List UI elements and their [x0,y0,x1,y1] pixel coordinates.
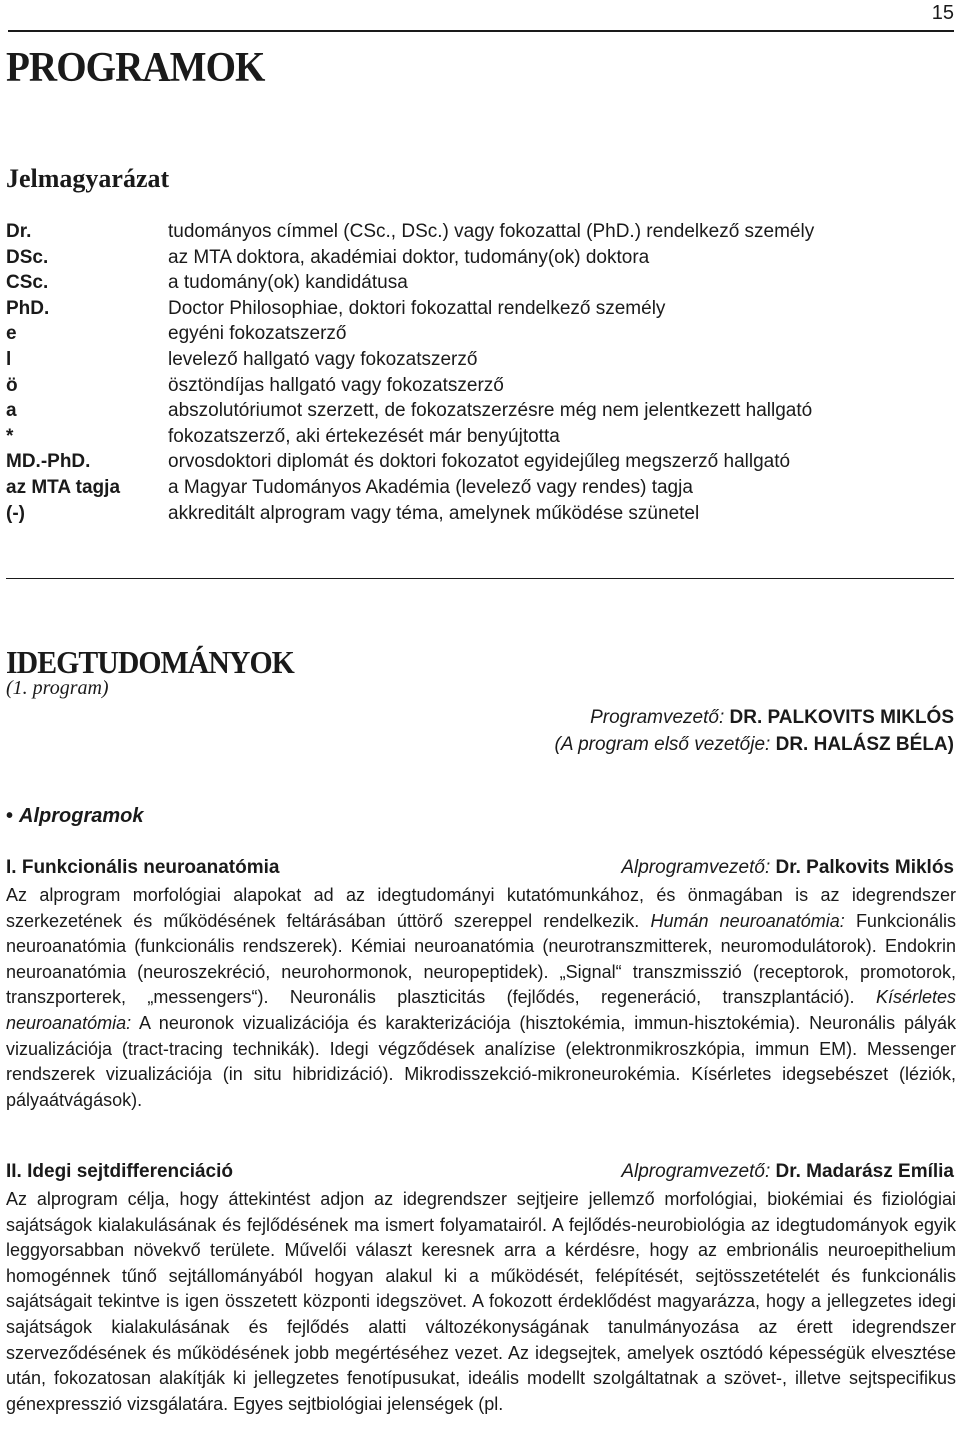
subprogram-2-leader [621,1161,954,1183]
legend-abbreviation: Dr. [6,221,32,242]
legend-row [6,373,956,399]
legend-abbreviation: DSc. [6,246,49,268]
section-subtitle: (1. program) [6,677,109,699]
legend-description: orvosdoktori diplomát és doktori fokozatot egyidejűleg megszerző hallgató [168,451,791,473]
legend-description: akkreditált alprogram vagy téma, amelynek működése szünetel [168,502,700,524]
program-leaders [555,704,954,758]
first-leader-line [555,731,954,758]
subprogram-1-heading [6,857,954,879]
legend-description: abszolutóriumot szerzett, de fokozatszerzésre még nem jelentkezett hallgató [168,400,813,422]
subprogram-1-leader [621,857,954,879]
legend-abbreviation: CSc. [6,272,49,294]
program-leader-name: DR. PALKOVITS MIKLÓS [729,707,954,728]
subprogram-2-name: II. Idegi sejtdifferenciáció [6,1161,234,1182]
legend-row [6,296,956,322]
subprogram-1-text-part1: Az alprogram morfológiai alapokat ad az idegtudományi kutatómunkához, és önmagában is az idegrendszer szerkezetének és működésének feltárásában úttörő szereppel rendelkezik. [6,885,956,931]
top-rule [8,30,954,32]
first-leader-label: (A program első vezetője: [554,734,771,755]
legend-abbreviation: l [6,348,12,370]
bullet-icon: • [6,805,14,827]
legend-abbreviation: (-) [6,502,25,524]
legend-abbreviation: * [6,425,14,447]
subprogram-1-leader-label: Alprogramvezető: [621,857,771,878]
legend-row [6,321,956,347]
subprogram-2-leader-name: Dr. Madarász Emília [775,1161,954,1182]
legend-title: Jelmagyarázat [6,164,170,193]
legend-row [6,347,956,373]
section-divider [6,578,954,579]
legend-abbreviation: az MTA tagja [6,476,121,498]
program-leader-label: Programvezető: [590,707,725,728]
subprogram-1-text-italic1: Humán neuroanatómia: [650,910,845,931]
legend-description: levelező hallgató vagy fokozatszerző [168,348,478,370]
first-leader-name: DR. HALÁSZ BÉLA) [775,734,954,755]
legend-abbreviation: ö [6,374,18,396]
legend-row [6,270,956,296]
legend-row [6,424,956,450]
subprogram-1-text-part3: A neuronok vizualizációja és karakterizációja (hisztokémia, immun-hisztokémia). Neuronális pályák vizualizációja (tract-tracing technikák). Idegi végződések analízise (elektronmikroszkópia, immun EM). Messenger rendszerek vizualizációja (in situ hibridizáció). Mikrodisszekció-mikroneurokémia. Kísérletes idegsebészet (léziók, pályaátvágások). [6,1012,956,1110]
legend-description: a tudomány(ok) kandidátusa [168,272,408,294]
subprogram-1-leader-name: Dr. Palkovits Miklós [775,857,954,878]
legend-row [6,398,956,424]
legend-abbreviation: a [6,400,17,422]
subprogram-1-name: I. Funkcionális neuroanatómia [6,857,280,878]
legend-description: Doctor Philosophiae, doktori fokozattal rendelkező személy [168,297,666,319]
legend-row [6,219,956,245]
legend-row [6,449,956,475]
subprogram-2-text: Az alprogram célja, hogy áttekintést adjon az idegrendszer sejtjeire jellemző morfológiai, biokémiai és fiziológiai sajátságok kialakulásának és fejlődésének ma ismert folyamatairól. A fejlődés-neurobiológia az idegtudományok egyik leggyorsabban növekvő területe. Művelői választ keresnek arra a kérdésre, hogy az embrionális neuroepithelium homogénnek tűnő sejtállományából hogyan alakul ki a működését, felépítését, sejtösszetételét és funkcionális sajátságait tekintve is igen összetett központi idegszövet. A fokozott érdeklődést magyarázza, hogy a jellegzetes idegi sajátságok kialakulásának és fejlődés alatti változékonyságának tanulmányozása az érett idegrendszer szerveződésének és működésének jobb megértéséhez vezet. Az idegsejtek, amelyek osztódó képességük elvesztése után, fokozatosan alakítják ki jellegzetes fenotípusukat, ideális modellt szolgáltatnak a szövet-, illetve sejtspecifikus génexpresszió vizsgálatára. Egyes sejtbiológiai jelenségek (pl. [6,1189,956,1414]
legend-description: a Magyar Tudományos Akadémia (levelező vagy rendes) tagja [168,476,693,498]
legend-row [6,475,956,501]
legend-row [6,245,956,271]
subprogram-2-leader-label: Alprogramvezető: [621,1161,771,1182]
section-title: IDEGTUDOMÁNYOK [6,644,294,680]
legend-abbreviation: PhD. [6,297,50,319]
subprogram-1-text-italic2: Kísérletes neuroanatómia: [6,987,956,1033]
subprograms-label: Alprogramok [19,805,144,827]
subprogram-2-heading [6,1161,954,1183]
legend-description: az MTA doktora, akadémiai doktor, tudomány(ok) doktora [168,246,650,268]
legend-list [6,219,956,526]
page-title: PROGRAMOK [6,45,265,91]
legend-description: tudományos címmel (CSc., DSc.) vagy fokozattal (PhD.) rendelkező személy [168,221,815,242]
subprogram-1-text [6,883,956,1113]
subprogram-1-text-part2: Funkcionális neuroanatómia (funkcionális rendszerek). Kémiai neuroanatómia (neurotranszmitterek, neuromodulátorok). Endokrin neuroanatómia (neuroszekréció, neurohormonok, neuropeptidek). „Signal“ transzmisszió (receptorok, promotorok, transzporterek, „messengers“). Neuronális plaszticitás (fejlődés, regeneráció, transzplantáció). [6,910,956,1008]
program-leader-line [555,704,954,731]
legend-row [6,501,956,527]
legend-description: ösztöndíjas hallgató vagy fokozatszerző [168,374,504,396]
legend-description: egyéni fokozatszerző [168,323,347,345]
page-number: 15 [931,2,954,24]
legend-abbreviation: e [6,323,17,345]
subprograms-heading [6,805,143,828]
legend-abbreviation: MD.-PhD. [6,451,91,473]
legend-description: fokozatszerző, aki értekezését már benyújtotta [168,425,560,447]
